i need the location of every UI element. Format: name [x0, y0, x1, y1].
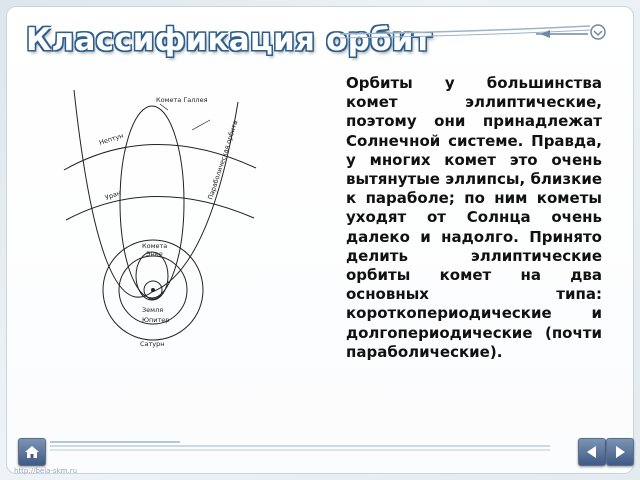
label-earth: Земля: [142, 306, 164, 314]
uranus-orbit: [66, 196, 254, 220]
label-parabolic: Параболическая орбита: [206, 119, 240, 201]
decorative-rule-top: [340, 20, 608, 48]
arrow-left-icon: [585, 445, 599, 459]
orbit-diagram: [60, 90, 260, 360]
slide-title: Классификация орбит: [26, 22, 432, 58]
encke-orbit: [136, 252, 168, 300]
next-slide-button[interactable]: [606, 438, 634, 466]
label-saturn: Сатурн: [140, 340, 165, 348]
label-encke-1: Комета: [142, 242, 168, 250]
arrow-right-icon: [613, 445, 627, 459]
home-icon: [24, 444, 40, 460]
label-halley: Комета Галлея: [156, 96, 208, 104]
label-uranus: Уран: [103, 188, 123, 202]
home-button[interactable]: [18, 438, 46, 466]
label-encke-2: Энке: [146, 250, 163, 258]
halley-orbit: [120, 106, 184, 298]
slide-body-text: Орбиты у большинства комет эллиптические, поэтому они принадлежат Солнечной системе. Правда, у многих комет это очень вытянутые эллипсы, близкие к параболе; по ним кометы уходят от Солнца очень далеко и надолго. Принято делить эллиптические орбиты комет на два основных типа: короткопериодические и долгопериодические (почти параболические).: [346, 74, 602, 361]
label-jupiter: Юпитер: [142, 316, 170, 324]
sun-icon: [151, 288, 155, 292]
decorative-rule-bottom: [50, 436, 570, 456]
watermark: http://bela-skm.ru: [14, 467, 78, 475]
label-neptune: Нептун: [98, 131, 125, 147]
prev-slide-button[interactable]: [578, 438, 606, 466]
